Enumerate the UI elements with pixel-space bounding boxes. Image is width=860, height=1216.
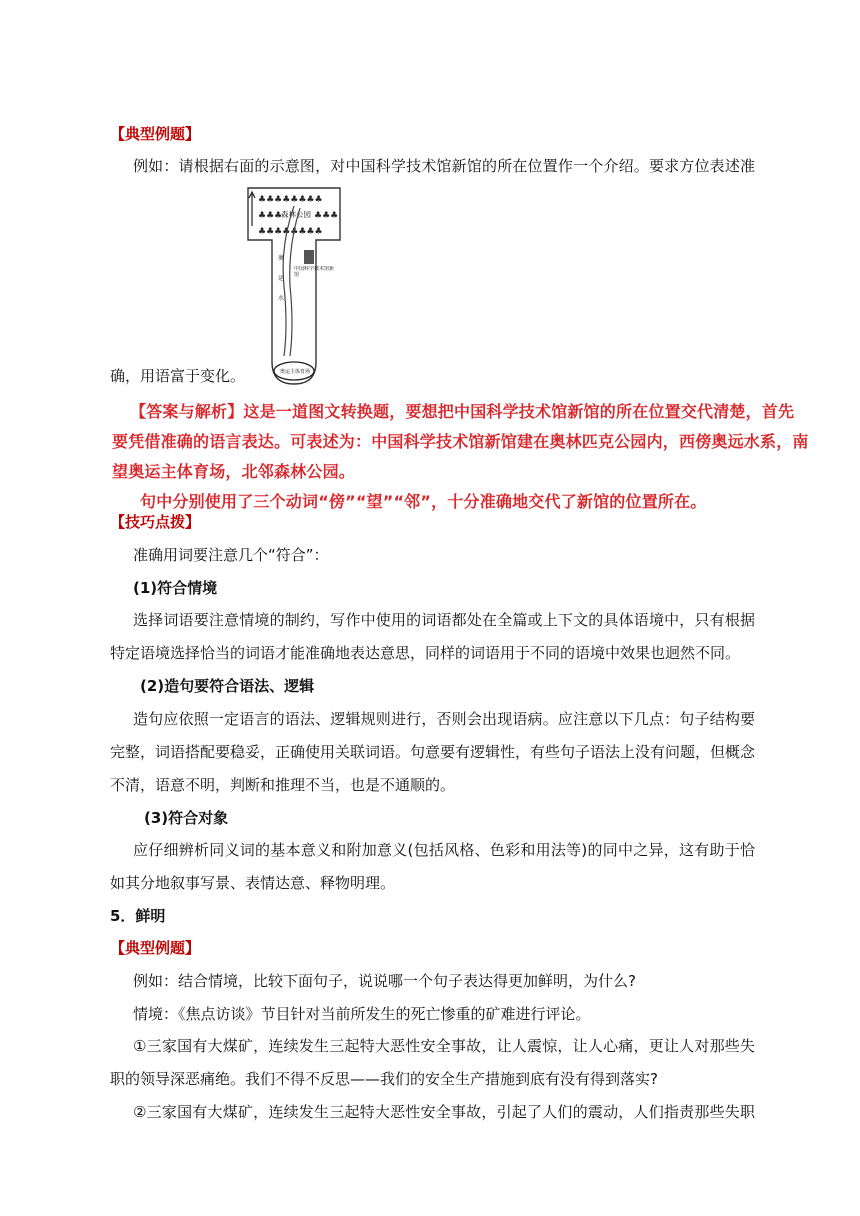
- answer-line-4: 句中分别使用了三个动词“傍”“望”“邻”，十分准确地交代了新馆的位置所在。: [140, 492, 707, 511]
- sentence-2-line-1: ②三家国有大煤矿，连续发生三起特大恶性安全事故，引起了人们的震动，人们指责那些失职: [133, 1103, 755, 1121]
- svg-text:♣♣♣♣♣♣♣♣: ♣♣♣♣♣♣♣♣: [258, 227, 323, 237]
- answer-line-1: 【答案与解析】这是一道图文转换题，要想把中国科学技术馆新馆的所在位置交代清楚，首先: [130, 402, 795, 421]
- section-5-context: 情境：《焦点访谈》节目针对当前所发生的死亡惨重的矿难进行评论。: [133, 1005, 591, 1023]
- north-arrow-icon: [249, 192, 255, 226]
- section-5-title: 5．鲜明: [110, 907, 166, 925]
- section-5-heading: 【典型例题】: [110, 939, 201, 957]
- svg-text:♣♣♣: ♣♣♣: [314, 211, 339, 221]
- tip-2-line-2: 完整，词语搭配要稳妥，正确使用关联词语。句意要有逻辑性，有些句子语法上没有问题，但概念: [110, 743, 756, 761]
- svg-text:♣♣♣: ♣♣♣: [258, 211, 283, 221]
- answer-line-2: 要凭借准确的语言表达。可表述为：中国科学技术馆新馆建在奥林匹克公园内，西傍奥远水系，南: [112, 432, 809, 451]
- section-5-question: 例如：结合情境，比较下面句子，说说哪一个句子表达得更加鲜明，为什么?: [133, 972, 636, 990]
- sentence-1-line-2: 职的领导深恶痛绝。我们不得不反思——我们的安全生产措施到底有没有得到落实?: [110, 1070, 658, 1088]
- tip-3-line-1: 应仔细辨析同义词的基本意义和附加意义(包括风格、色彩和用法等)的同中之异，这有助于恰: [133, 841, 755, 859]
- example-line-1: 例如：请根据右面的示意图，对中国科学技术馆新馆的所在位置作一个介绍。要求方位表述准: [133, 157, 755, 175]
- tip-3-title: (3)符合对象: [144, 809, 229, 827]
- tip-1-line-1: 选择词语要注意情境的制约，写作中使用的词语都处在全篇或上下文的具体语境中，只有根据: [133, 611, 755, 629]
- answer-line-3: 望奥运主体育场，北邻森林公园。: [112, 462, 356, 481]
- tip-1-title: (1)符合情境: [133, 579, 218, 597]
- tips-heading: 【技巧点拨】: [110, 513, 201, 531]
- location-map: [244, 186, 344, 386]
- tips-intro: 准确用词要注意几个“符合”：: [133, 546, 329, 564]
- example-heading: 【典型例题】: [110, 125, 201, 143]
- tip-3-line-2: 如其分地叙事写景、表情达意、释物明理。: [110, 874, 396, 892]
- sentence-1-line-1: ①三家国有大煤矿，连续发生三起特大恶性安全事故，让人震惊，让人心痛，更让人对那些失: [133, 1037, 755, 1055]
- tip-2-line-3: 不清，语意不明，判断和推理不当，也是不通顺的。: [110, 776, 456, 794]
- svg-text:♣♣♣♣♣♣♣♣: ♣♣♣♣♣♣♣♣: [258, 195, 323, 205]
- tip-2-title: (2)造句要符合语法、逻辑: [140, 677, 315, 695]
- stadium-label: 奥运主体育场: [280, 369, 311, 375]
- park-label: 森林公园: [281, 210, 311, 219]
- museum-label: 中国科学技术馆新馆: [294, 266, 334, 278]
- tip-1-line-2: 特定语境选择恰当的词语才能准确地表达意思，同样的词语用于不同的语境中效果也迥然不同。: [110, 644, 741, 662]
- example-line-2: 确，用语富于变化。: [110, 367, 246, 385]
- river-label: 奥运水: [278, 255, 285, 302]
- tip-2-line-1: 造句应依照一定语言的语法、逻辑规则进行，否则会出现语病。应注意以下几点：句子结构要: [133, 710, 755, 728]
